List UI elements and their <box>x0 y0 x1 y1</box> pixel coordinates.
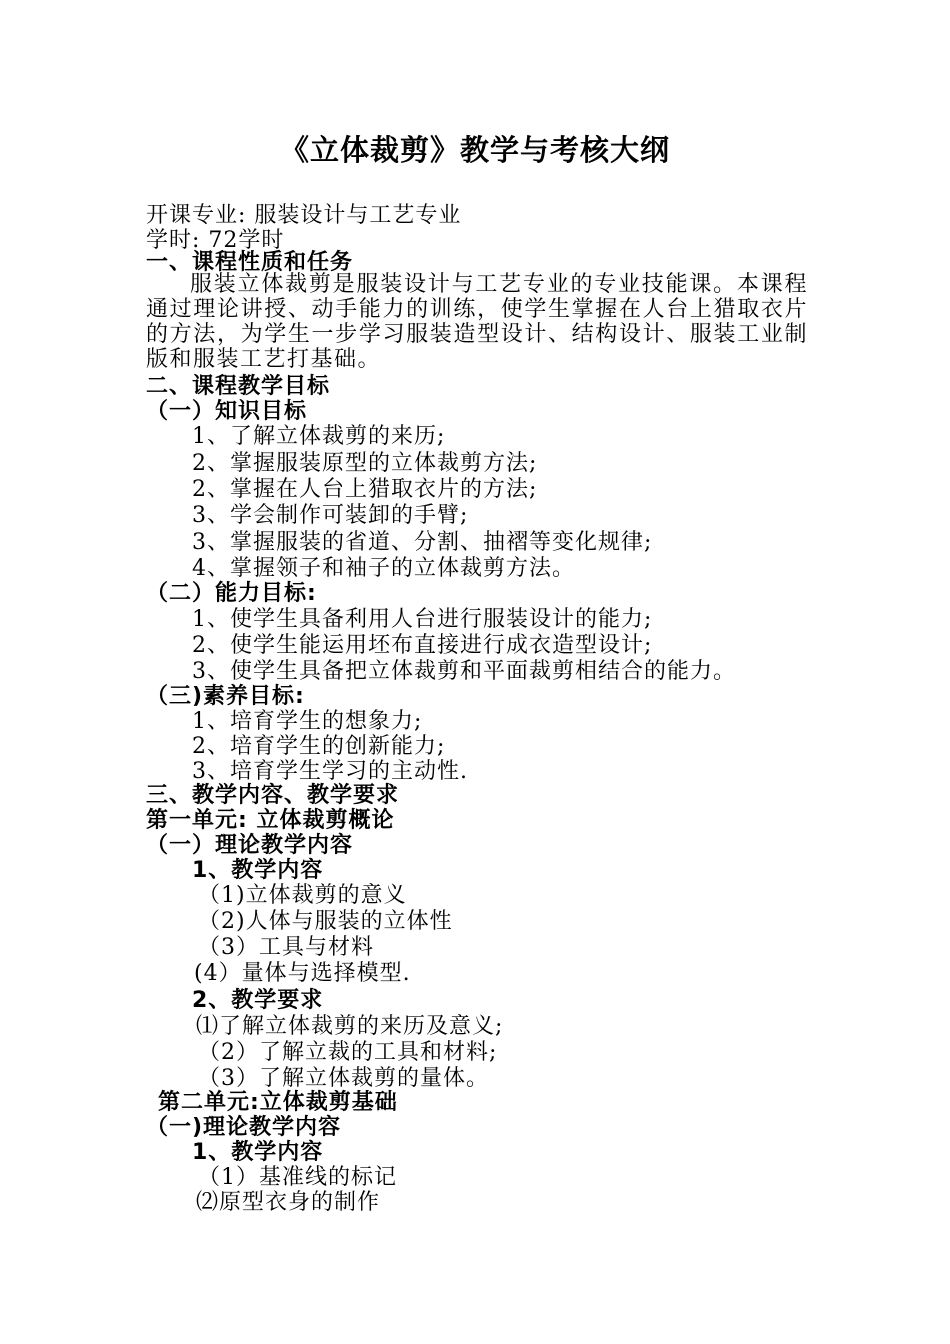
section-heading-objectives: 二、课程教学目标 <box>146 374 331 399</box>
list-item: 4、掌握领子和袖子的立体裁剪方法。 <box>192 556 575 581</box>
subheading-content: 1、教学内容 <box>192 858 324 883</box>
list-item: （2）了解立裁的工具和材料; <box>198 1040 498 1065</box>
list-item: （2)人体与服装的立体性 <box>198 909 453 934</box>
subheading-requirements: 2、教学要求 <box>192 988 324 1013</box>
subheading-content: 1、教学内容 <box>192 1140 324 1165</box>
section-heading-content: 三、教学内容、教学要求 <box>146 783 400 808</box>
subheading-theory: （一）理论教学内容 <box>146 833 354 858</box>
list-item: 3、培育学生学习的主动性. <box>192 759 468 784</box>
subheading-ability: （二）能力目标: <box>146 581 317 606</box>
list-item: 2、掌握服装原型的立体裁剪方法; <box>192 451 538 476</box>
list-item: （3）了解立体裁剪的量体。 <box>198 1066 489 1091</box>
unit-heading: 第二单元:立体裁剪基础 <box>158 1090 398 1115</box>
course-major: 开课专业: 服装设计与工艺专业 <box>146 203 462 228</box>
document-title: 《立体裁剪》教学与考核大纲 <box>279 133 670 167</box>
list-item: 2、培育学生的创新能力; <box>192 734 446 759</box>
list-item: （1）基准线的标记 <box>198 1165 397 1190</box>
list-item: 3、使学生具备把立体裁剪和平面裁剪相结合的能力。 <box>192 659 736 684</box>
list-item: （3）工具与材料 <box>198 935 374 960</box>
list-item: 1、培育学生的想象力; <box>192 709 423 734</box>
list-item: 3、学会制作可装卸的手臂; <box>192 503 469 528</box>
subheading-theory: （一)理论教学内容 <box>146 1115 342 1140</box>
course-hours: 学时: 72学时 <box>146 228 285 253</box>
section-heading-nature: 一、课程性质和任务 <box>146 250 354 275</box>
list-item: 1、了解立体裁剪的来历; <box>192 424 446 449</box>
list-item: ⑴了解立体裁剪的来历及意义; <box>196 1014 504 1039</box>
list-item: 2、使学生能运用坯布直接进行成衣造型设计; <box>192 633 653 658</box>
list-item: （1)立体裁剪的意义 <box>198 883 407 908</box>
subheading-knowledge: （一）知识目标 <box>146 399 308 424</box>
list-item: (4）量体与选择模型. <box>194 961 411 986</box>
list-item: 2、掌握在人台上猎取衣片的方法; <box>192 477 538 502</box>
subheading-quality: （三)素养目标: <box>146 684 305 709</box>
list-item: ⑵原型衣身的制作 <box>196 1190 381 1215</box>
list-item: 3、掌握服装的省道、分割、抽褶等变化规律; <box>192 530 653 555</box>
list-item: 1、使学生具备利用人台进行服装设计的能力; <box>192 607 653 632</box>
course-description: 服装立体裁剪是服装设计与工艺专业的专业技能课。本课程通过理论讲授、动手能力的训练，使学生掌握在人台上猎取衣片的方法，为学生一步学习服装造型设计、结构设计、服装工业制版和服装工艺打基础。 <box>146 272 808 372</box>
unit-heading: 第一单元: 立体裁剪概论 <box>146 808 395 833</box>
